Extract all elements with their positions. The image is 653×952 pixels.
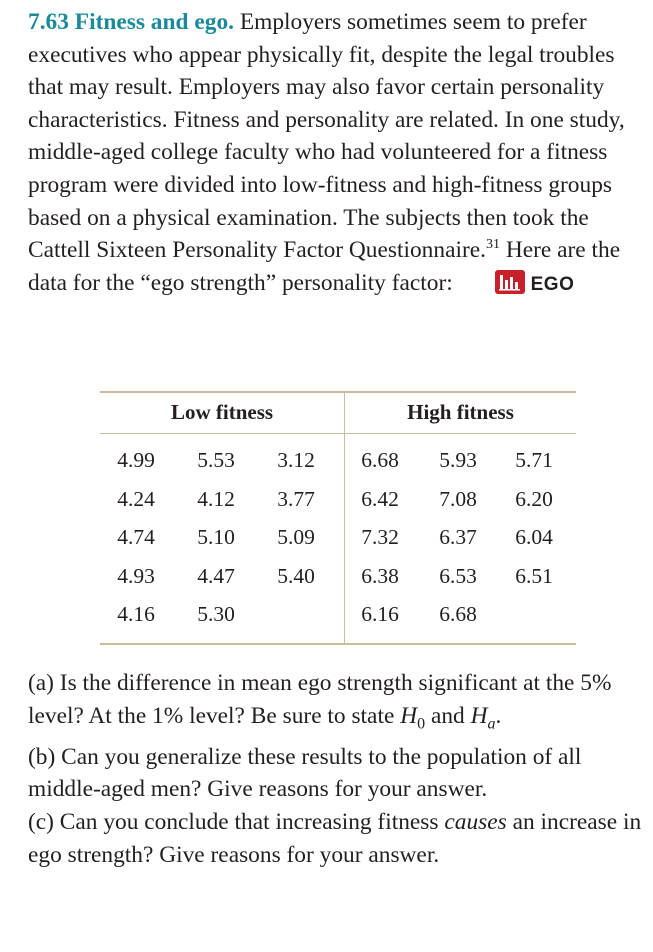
table-cell-high: 6.20 [515,486,553,511]
table-cell-high: 6.04 [515,525,553,549]
table-cell-low: 3.77 [277,486,315,511]
footnote-ref: 31 [485,237,500,253]
table-cell-low: 4.93 [117,563,155,588]
table-cell-low: 5.40 [277,563,315,588]
table-cell-high: 5.93 [439,448,477,472]
table-cell-high: 6.68 [361,448,399,472]
ha-symbol: $H_a$ [470,702,496,733]
table-cell-low: 4.74 [117,525,155,549]
table-cell-low: 5.09 [277,525,315,549]
table-cell-low: 4.47 [197,563,235,588]
data-table [100,391,576,645]
table-cell-low: 3.12 [277,448,315,472]
exercise-body-2: Here are the data for the “ego strength” personality factor: [28,237,621,296]
table-cell-high: 5.71 [515,448,553,472]
table-cell-high: 6.42 [361,486,399,511]
table-cell-low: 4.99 [117,448,155,472]
header-low-fitness: Low fitness [170,400,274,424]
table-cell-high: 6.37 [439,525,477,549]
dataset-name[interactable]: EGO [530,273,575,295]
table-cell-high: 6.53 [439,563,477,588]
table-cell-high: 6.38 [361,563,399,588]
exercise-body-1: Employers sometimes seem to prefer executives who appear physically fit, despite the legal troubles that may result. Employers may also favor certain personality characteristics. Fitness and personality are related. In one study, middle-aged college faculty who had volunteered for a fitness program were divided into low-fitness and high-fitness groups based on a physical examination. The subjects then took the Cattell Sixteen Personality Factor Questionnaire. [28,9,625,264]
table-cell-high: 7.32 [361,525,399,549]
questions [28,667,643,871]
header-high-fitness: High fitness [407,400,514,424]
question-a: (a) Is the difference in mean ego strength significant at the 5% level? At the 1% level? Be sure to state $H_0$ and $H_a$. [28,670,612,733]
h0-symbol: $H_0$ [400,702,426,733]
table-cell-high: 6.51 [515,563,553,588]
table-cell-low: 5.30 [197,602,235,626]
table-cell-low: 4.12 [197,486,235,511]
exercise-title: 7.63 Fitness and ego. [28,9,234,35]
column-divider [344,393,345,643]
table-cell-low: 4.16 [117,602,155,626]
table-cell-high: 6.68 [439,602,477,626]
table-cell-high: 6.16 [361,602,399,626]
table-cell-low: 5.53 [197,448,235,472]
bar-chart-icon[interactable] [495,270,525,294]
exercise-paragraph [28,6,638,301]
question-c: (c) Can you conclude that increasing fitness causes an increase in ego strength? Give reasons for your answer. [28,809,642,868]
table-cell-high: 7.08 [439,486,477,511]
table-cell-low: 5.10 [197,525,235,549]
table-cell-low: 4.24 [117,486,155,511]
question-b: (b) Can you generalize these results to the population of all middle-aged men? Give reasons for your answer. [28,743,582,803]
emphasis-causes: causes [444,809,507,836]
